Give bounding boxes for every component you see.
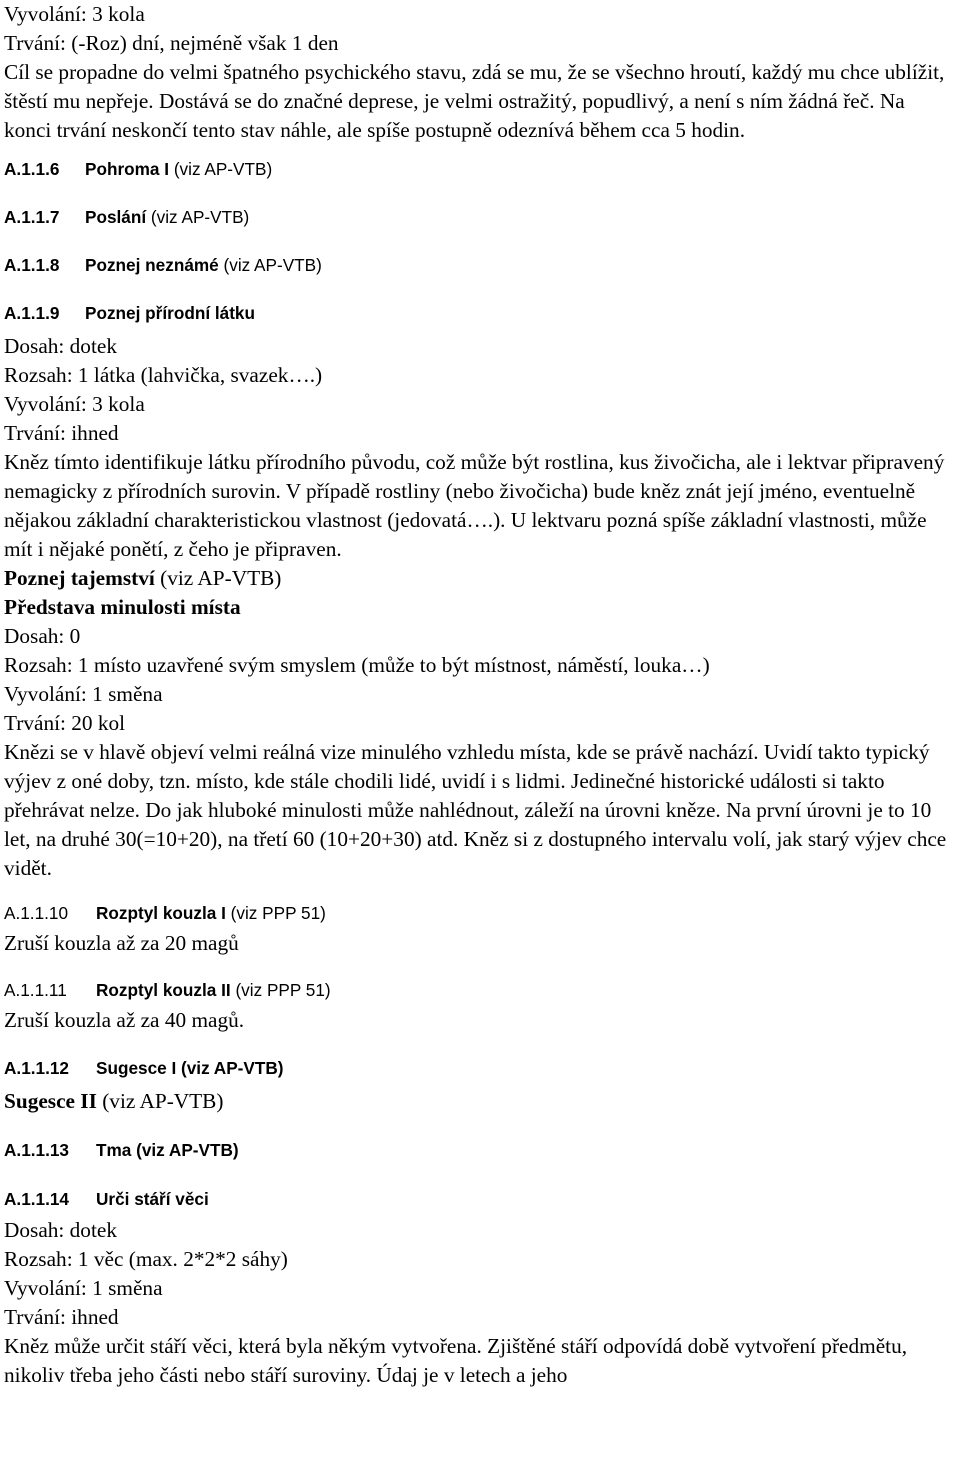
spell-block-a1114 — [4, 1216, 956, 1390]
section-number: A.1.1.13 — [4, 1140, 69, 1160]
section-number: A.1.1.10 — [4, 903, 69, 923]
range: Dosah: dotek — [4, 334, 117, 358]
spell-description: Kněz tímto identifikuje látku přírodního původu, což může být rostlina, kus živočicha, ale i lektvar připravený nemagicky z přírodních surovin. V případě rostliny (nebo živočicha) bude kněz znát její jméno, eventuelně nějakou základní charakteristickou vlastnost (jedovatá….). U lektvaru pozná spíše základní vlastnosti, může mít i nějaké ponětí, z čeho je připraven. — [4, 450, 945, 561]
spell-reference: (viz PPP 51) — [235, 980, 331, 1000]
scope: Rozsah: 1 látka (lahvička, svazek….) — [4, 363, 323, 387]
casting-time: Vyvolání: 3 kola — [4, 392, 145, 416]
section-heading-a1111 — [4, 980, 956, 1001]
spell-reference: (viz AP-VTB) — [160, 566, 282, 590]
section-number: A.1.1.14 — [4, 1189, 69, 1209]
section-number: A.1.1.8 — [4, 255, 60, 275]
spell-description: Knězi se v hlavě objeví velmi reálná vize minulého vzhledu místa, kde se právě nachází. Uvidí takto typický výjev z oné doby, tzn. místo, kde stále chodili lidé, uvidí i s lidmi. Jedinečné historické události si takto přehrávat nelze. Do jak hluboké minulosti může nahlédnout, záleží na úrovni kněze. Na první úrovni je to 10 let, na druhé 30(=10+20), na třetí 60 (10+20+30) atd. Kněz si z dostupného intervalu volí, jak starý výjev chce vidět. — [4, 740, 947, 880]
section-heading-a1112 — [4, 1058, 956, 1079]
spell-title: Poznej tajemství — [4, 566, 155, 590]
spell-reference: (viz AP-VTB) — [102, 1089, 224, 1113]
casting-time: Vyvolání: 3 kola — [4, 2, 145, 26]
spell-title: Rozptyl kouzla I — [96, 903, 226, 923]
document-page — [4, 0, 956, 1390]
scope: Rozsah: 1 místo uzavřené svým smyslem (může to být místnost, náměstí, louka…) — [4, 653, 710, 677]
spell-title: Urči stáří věci — [96, 1189, 209, 1209]
section-heading-a1114 — [4, 1189, 956, 1210]
section-heading-a116 — [4, 159, 956, 180]
duration: Trvání: ihned — [4, 421, 119, 445]
spell-reference: (viz AP-VTB) — [223, 255, 322, 275]
spell-reference: (viz PPP 51) — [230, 903, 326, 923]
scope: Rozsah: 1 věc (max. 2*2*2 sáhy) — [4, 1247, 288, 1271]
section-number: A.1.1.6 — [4, 159, 60, 179]
spell-description: Zruší kouzla až za 20 magů — [4, 931, 239, 955]
casting-time: Vyvolání: 1 směna — [4, 1276, 163, 1300]
section-heading-a118 — [4, 255, 956, 276]
spell-title: Sugesce I (viz AP-VTB) — [96, 1058, 284, 1078]
spell-heading-sugesce-ii — [4, 1087, 956, 1116]
range: Dosah: dotek — [4, 1218, 117, 1242]
spell-description: Kněz může určit stáří věci, která byla někým vytvořena. Zjištěné stáří odpovídá době vytvoření předmětu, nikoliv třeba jeho části nebo stáří suroviny. Údaj je v letech a jeho — [4, 1334, 908, 1387]
section-number: A.1.1.9 — [4, 303, 60, 323]
spell-title: Pohroma I — [85, 159, 170, 179]
spell-block-a119 — [4, 332, 956, 883]
duration: Trvání: (-Roz) dní, nejméně však 1 den — [4, 31, 339, 55]
section-number: A.1.1.12 — [4, 1058, 69, 1078]
spell-title: Poslání — [85, 207, 147, 227]
section-heading-a1113 — [4, 1140, 956, 1161]
spell-title: Sugesce II — [4, 1089, 97, 1113]
duration: Trvání: ihned — [4, 1305, 119, 1329]
spell-title: Rozptyl kouzla II — [96, 980, 231, 1000]
casting-time: Vyvolání: 1 směna — [4, 682, 163, 706]
spell-title: Poznej přírodní látku — [85, 303, 255, 323]
spell-title: Představa minulosti místa — [4, 595, 241, 619]
section-number: A.1.1.7 — [4, 207, 60, 227]
section-heading-a117 — [4, 207, 956, 228]
spell-title: Tma (viz AP-VTB) — [96, 1140, 239, 1160]
spell-title: Poznej neznámé — [85, 255, 219, 275]
spell-description: Cíl se propadne do velmi špatného psychického stavu, zdá se mu, že se všechno hroutí, každý mu chce ublížit, štěstí mu nepřeje. Dostává se do značné deprese, je velmi ostražitý, popudlivý, a není s ním žádná řeč. Na konci trvání neskončí tento stav náhle, ale spíše postupně odeznívá během cca 5 hodin. — [4, 60, 945, 142]
duration: Trvání: 20 kol — [4, 711, 126, 735]
spell-heading-poznej-tajemstvi — [4, 564, 956, 593]
spell-reference: (viz AP-VTB) — [150, 207, 250, 227]
spell-heading-predstava — [4, 593, 956, 622]
section-number: A.1.1.11 — [4, 980, 67, 1000]
range: Dosah: 0 — [4, 624, 81, 648]
section-heading-a1110 — [4, 903, 956, 924]
spell-description: Zruší kouzla až za 40 magů. — [4, 1008, 245, 1032]
section-heading-a119 — [4, 303, 956, 324]
spell-reference: (viz AP-VTB) — [173, 159, 273, 179]
